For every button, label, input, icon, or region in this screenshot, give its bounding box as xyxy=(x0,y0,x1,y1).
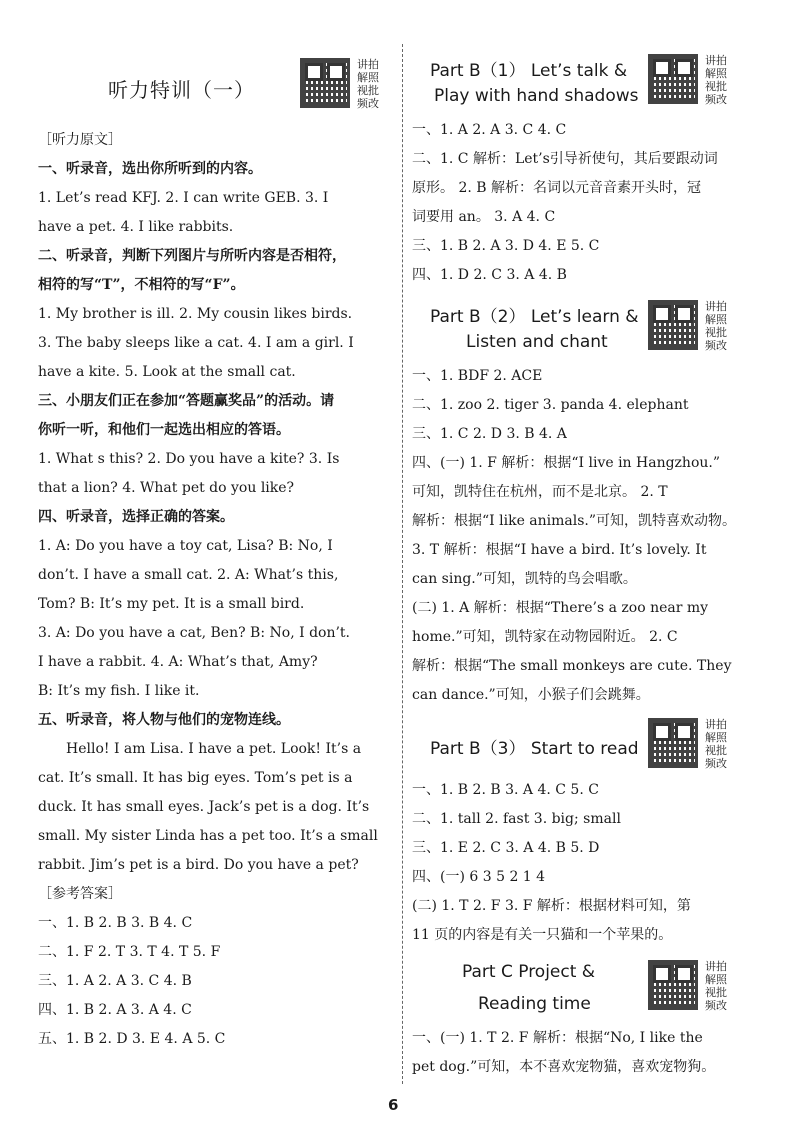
part-subtitle: Listen and chant xyxy=(466,332,608,352)
answer-line: 一、1. B 2. B 3. B 4. C xyxy=(38,915,193,931)
answer-line: can dance.”可知，小猴子们会跳舞。 xyxy=(412,687,650,703)
answer-line: 可知，凯特住在杭州，而不是北京。 2. T xyxy=(412,484,668,500)
answer-line: 三、1. A 2. A 3. C 4. B xyxy=(38,973,192,989)
qr-code-icon xyxy=(648,54,698,104)
part-b1-header xyxy=(412,46,764,116)
answer-line: (二) 1. T 2. F 3. F 解析：根据材料可知，第 xyxy=(412,898,691,914)
part-title: Part C Project & xyxy=(462,962,596,982)
qr-caption: 讲拍解照视批频改 xyxy=(705,718,727,770)
answer-line: 三、1. C 2. D 3. B 4. A xyxy=(412,426,567,442)
right-column xyxy=(412,46,764,1082)
text-line: 1. My brother is ill. 2. My cousin likes birds. xyxy=(38,306,353,322)
part-b3-header xyxy=(412,710,764,776)
text-line: 3. The baby sleeps like a cat. 4. I am a girl. I xyxy=(38,335,354,351)
text-line: Hello! I am Lisa. I have a pet. Look! It’s a xyxy=(66,741,362,757)
part-subtitle: Reading time xyxy=(478,994,591,1014)
answer-line: 解析：根据“The small monkeys are cute. They xyxy=(412,658,732,674)
text-line: 1. A: Do you have a toy cat, Lisa? B: No, I xyxy=(38,538,333,554)
text-line: rabbit. Jim’s pet is a bird. Do you have a pet? xyxy=(38,857,359,873)
answer-line: 三、1. E 2. C 3. A 4. B 5. D xyxy=(412,840,600,856)
section-heading: 你听一听，和他们一起选出相应的答语。 xyxy=(38,422,290,438)
text-line: I have a rabbit. 4. A: What’s that, Amy? xyxy=(38,654,318,670)
answer-line: 三、1. B 2. A 3. D 4. E 5. C xyxy=(412,238,600,254)
qr-caption: 讲拍解照视批频改 xyxy=(705,960,727,1012)
answer-line: (二) 1. A 解析：根据“There’s a zoo near my xyxy=(412,600,709,616)
answer-line: 词要用 an。 3. A 4. C xyxy=(412,209,556,225)
text-line: cat. It’s small. It has big eyes. Tom’s pet is a xyxy=(38,770,353,786)
answer-line: 二、1. zoo 2. tiger 3. panda 4. elephant xyxy=(412,397,689,413)
source-header: ［听力原文］ xyxy=(38,132,122,148)
answer-line: 一、1. BDF 2. ACE xyxy=(412,368,543,384)
page-title: 听力特训（一） xyxy=(108,78,255,102)
section-heading: 五、听录音，将人物与他们的宠物连线。 xyxy=(38,712,290,728)
qr-code-block xyxy=(648,52,730,110)
answer-line: 一、1. B 2. B 3. A 4. C 5. C xyxy=(412,782,599,798)
column-divider xyxy=(402,44,403,1084)
answer-line: 3. T 解析：根据“I have a bird. It’s lovely. It xyxy=(412,542,707,558)
qr-code-block xyxy=(300,56,382,114)
text-line: don’t. I have a small cat. 2. A: What’s this, xyxy=(38,567,339,583)
text-line: 1. What s this? 2. Do you have a kite? 3. Is xyxy=(38,451,340,467)
qr-code-icon xyxy=(648,300,698,350)
text-line: Tom? B: It’s my pet. It is a small bird. xyxy=(38,596,305,612)
qr-code-block xyxy=(648,958,730,1016)
page-number: 6 xyxy=(388,1096,399,1114)
answer-line: can sing.”可知，凯特的鸟会唱歌。 xyxy=(412,571,637,587)
qr-caption: 讲拍解照视批频改 xyxy=(357,58,379,110)
answer-line: 一、1. A 2. A 3. C 4. C xyxy=(412,122,567,138)
answer-line: 原形。 2. B 解析：名词以元音音素开头时，冠 xyxy=(412,180,701,196)
section-heading: 一、听录音，选出你所听到的内容。 xyxy=(38,161,262,177)
answer-line: 一、(一) 1. T 2. F 解析：根据“No, I like the xyxy=(412,1030,703,1046)
qr-code-icon xyxy=(300,58,350,108)
text-line: have a pet. 4. I like rabbits. xyxy=(38,219,234,235)
answer-line: 二、1. C 解析：Let’s引导祈使句，其后要跟动词 xyxy=(412,151,718,167)
qr-caption: 讲拍解照视批频改 xyxy=(705,54,727,106)
left-column xyxy=(38,50,394,1054)
text-line: have a kite. 5. Look at the small cat. xyxy=(38,364,296,380)
text-line: 1. Let’s read KFJ. 2. I can write GEB. 3. I xyxy=(38,190,329,206)
qr-code-block xyxy=(648,298,730,356)
qr-code-icon xyxy=(648,960,698,1010)
text-line: small. My sister Linda has a pet too. It’s a small xyxy=(38,828,378,844)
section-heading: 四、听录音，选择正确的答案。 xyxy=(38,509,234,525)
answer-line: 四、(一) 1. F 解析：根据“I live in Hangzhou.” xyxy=(412,455,721,471)
answer-line: 五、1. B 2. D 3. E 4. A 5. C xyxy=(38,1031,226,1047)
part-title: Part B（1） Let’s talk & xyxy=(430,61,628,81)
answer-header: ［参考答案］ xyxy=(38,886,122,902)
section-heading: 二、听录音，判断下列图片与所听内容是否相符， xyxy=(38,248,346,264)
title-block xyxy=(38,50,394,126)
answer-line: 四、1. B 2. A 3. A 4. C xyxy=(38,1002,192,1018)
answer-line: 二、1. tall 2. fast 3. big; small xyxy=(412,811,621,827)
part-title: Part B（2） Let’s learn & xyxy=(430,307,639,327)
section-heading: 三、小朋友们正在参加“答题赢奖品”的活动。请 xyxy=(38,393,335,409)
answer-line: 四、1. D 2. C 3. A 4. B xyxy=(412,267,567,283)
qr-code-block xyxy=(648,716,730,774)
part-subtitle: Play with hand shadows xyxy=(434,86,639,106)
text-line: B: It’s my fish. I like it. xyxy=(38,683,200,699)
text-line: that a lion? 4. What pet do you like? xyxy=(38,480,295,496)
qr-caption: 讲拍解照视批频改 xyxy=(705,300,727,352)
answer-line: 解析：根据“I like animals.”可知，凯特喜欢动物。 xyxy=(412,513,737,529)
part-c-header xyxy=(412,950,764,1024)
answer-line: pet dog.”可知，本不喜欢宠物猫，喜欢宠物狗。 xyxy=(412,1059,716,1075)
answer-line: 二、1. F 2. T 3. T 4. T 5. F xyxy=(38,944,221,960)
answer-line: 四、(一) 6 3 5 2 1 4 xyxy=(412,869,546,885)
section-heading: 相符的写“T”，不相符的写“F”。 xyxy=(38,277,245,293)
part-title: Part B（3） Start to read xyxy=(430,739,639,759)
answer-line: 11 页的内容是有关一只猫和一个苹果的。 xyxy=(412,927,673,943)
part-b2-header xyxy=(412,290,764,362)
text-line: duck. It has small eyes. Jack’s pet is a dog. It’s xyxy=(38,799,370,815)
answer-line: home.”可知，凯特家在动物园附近。 2. C xyxy=(412,629,678,645)
qr-code-icon xyxy=(648,718,698,768)
text-line: 3. A: Do you have a cat, Ben? B: No, I don’t. xyxy=(38,625,351,641)
